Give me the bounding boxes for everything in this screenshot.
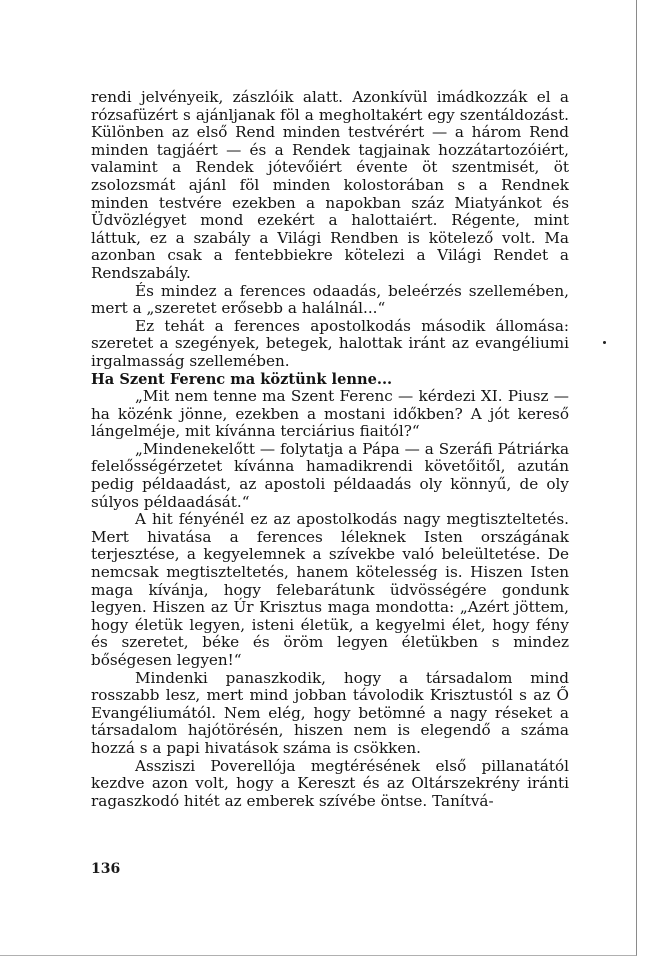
paragraph: Assziszi Poverellója megtérésének első pillanatától kezdve azon volt, hogy a Kereszt és az Oltárszekrény iránti ragaszkodó hitét az emberek szívébe öntse. Tanítvá- <box>91 756 569 810</box>
section-heading: Ha Szent Ferenc ma köztünk lenne... <box>91 370 393 388</box>
paragraph: A hit fényénél ez az apostolkodás nagy megtiszteltetés. Mert hivatása a ferences léleknek Isten országának terjesztése, a kegyelemnek a szívekbe való beleültetése. De nemcsak megtiszteltetés, hanem kötelesség is. Hiszen Isten maga kívánja, hogy felebarátunk üdvösségére gondunk legyen. Hiszen az Úr Krisztus maga mondotta: „Azért jöttem, hogy életük legyen, isteni életük, a kegyelmi élet, hogy fény és szeretet, béke és öröm legyen életükben s mindez bőségesen legyen!“ <box>91 510 569 669</box>
print-speck <box>603 341 606 344</box>
paragraph: És mindez a ferences odaadás, beleérzés szellemében, mert a „szeretet erősebb a halálnál...“ <box>91 281 569 318</box>
paragraph: rendi jelvényeik, zászlóik alatt. Azonkívül imádkozzák el a rózsafüzért s ajánljanak föl a megholtakért egy szentáldozást. Különben az első Rend minden testvérért — a három Rend minden tagjáért — és a Rendek tagjainak hozzátartozóiért, valamint a Rendek jótevőiért évente öt szentmisét, öt zsolozsmát ajánl föl minden kolostorában s a Rendnek minden testvére ezekben a napokban száz Miatyánkot és Üdvözlégyet mond ezekért a halottaiért. Régente, mint láttuk, ez a szabály a Világi Rendben is kötelező volt. Ma azonban csak a fentebbiekre kötelezi a Világi Rendet a Rendszabály. <box>91 88 569 282</box>
paragraph: „Mindenekelőtt — folytatja a Pápa — a Szeráfi Pátriárka felelősségérzetet kívánna hamadikrendi követőitől, azután pedig példaadást, az apostoli példaadás oly könnyű, de oly súlyos példaadását.“ <box>91 439 569 511</box>
page-number: 136 <box>91 861 121 877</box>
paragraph: Ez tehát a ferences apostolkodás második állomása: szeretet a szegények, betegek, halottak iránt az evangéliumi irgalmasság szellemében. <box>91 316 569 370</box>
paragraph: „Mit nem tenne ma Szent Ferenc — kérdezi XI. Piusz — ha közénk jönne, ezekben a mostani időkben? A jót kereső lángelméje, mit kívánna terciárius fiaitól?“ <box>91 387 569 441</box>
text-body <box>91 89 569 810</box>
paragraph: Mindenki panaszkodik, hogy a társadalom mind rosszabb lesz, mert mind jobban távolodik Krisztustól s az Ő Evangéliumától. Nem elég, hogy betömné a nagy réseket a társadalom hajótörésén, hiszen nem is elegendő a száma hozzá s a papi hivatások száma is csökken. <box>91 668 569 757</box>
